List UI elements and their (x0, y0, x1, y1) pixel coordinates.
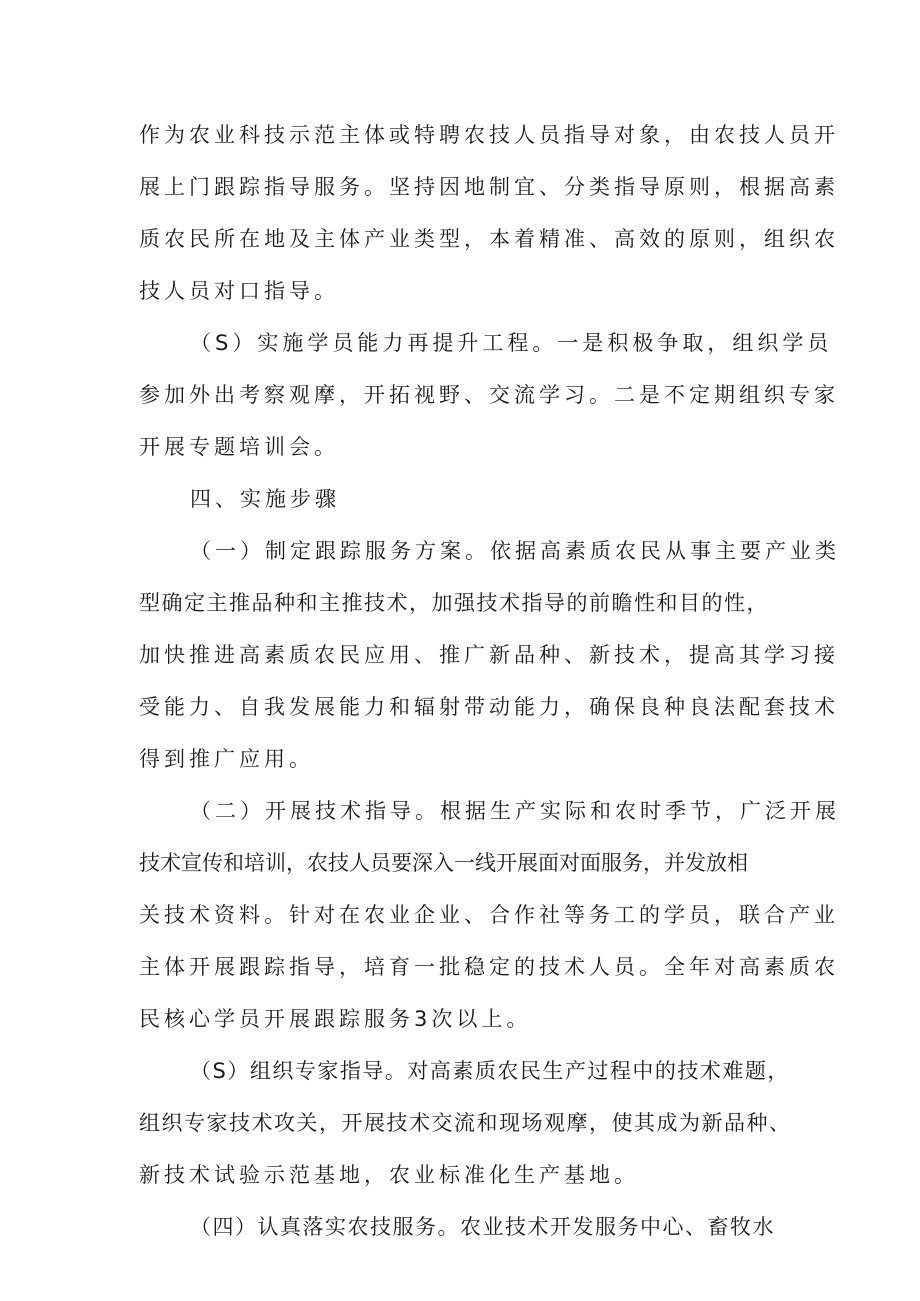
text-line: 技术宣传和培训，农技人员要深入一线开展面对面服务，并发放相 (139, 851, 748, 875)
text-line: 得到推广应用。 (139, 747, 314, 771)
text-line: 主体开展跟踪指导，培育一批稳定的技术人员。全年对高素质农 (139, 955, 839, 979)
text-line: 关技术资料。针对在农业企业、合作社等务工的学员，联合产业 (139, 903, 839, 927)
text-line: 质农民所在地及主体产业类型，本着精准、高效的原则，组织农 (139, 227, 839, 251)
text-line: 参加外出考察观摩，开拓视野、交流学习。二是不定期组织专家 (139, 383, 839, 407)
text-line: 技人员对口指导。 (139, 279, 339, 303)
text-line: 受能力、自我发展能力和辐射带动能力，确保良种良法配套技术 (139, 695, 839, 719)
text-line: 组织专家技术攻关，开展技术交流和现场观摩，使其成为新品种、 (139, 1111, 792, 1135)
text-line: 作为农业科技示范主体或特聘农技人员指导对象，由农技人员开 (139, 123, 839, 147)
text-line: 开展专题培训会。 (139, 435, 339, 459)
text-line: 型确定主推品种和主推技术，加强技术指导的前瞻性和目的性， (139, 591, 769, 615)
text-line: （四）认真落实农技服务。农业技术开发服务中心、畜牧水 (190, 1215, 775, 1239)
text-line: 展上门跟踪指导服务。坚持因地制宜、分类指导原则，根据高素 (139, 175, 839, 199)
text-line: （二）开展技术指导。根据生产实际和农时季节，广泛开展 (190, 799, 840, 823)
text-line: （一）制定跟踪服务方案。依据高素质农民从事主要产业类 (190, 539, 840, 563)
text-line: （S）实施学员能力再提升工程。一是积极争取，组织学员 (190, 331, 833, 355)
text-line: 加快推进高素质农民应用、推广新品种、新技术，提高其学习接 (139, 643, 839, 667)
text-line: （S）组织专家指导。对高素质农民生产过程中的技术难题， (190, 1059, 790, 1083)
section-heading: 四、实施步骤 (190, 487, 340, 511)
text-line: 新技术试验示范基地，农业标准化生产基地。 (139, 1163, 639, 1187)
text-line: 民核心学员开展跟踪服务3次以上。 (139, 1007, 532, 1031)
